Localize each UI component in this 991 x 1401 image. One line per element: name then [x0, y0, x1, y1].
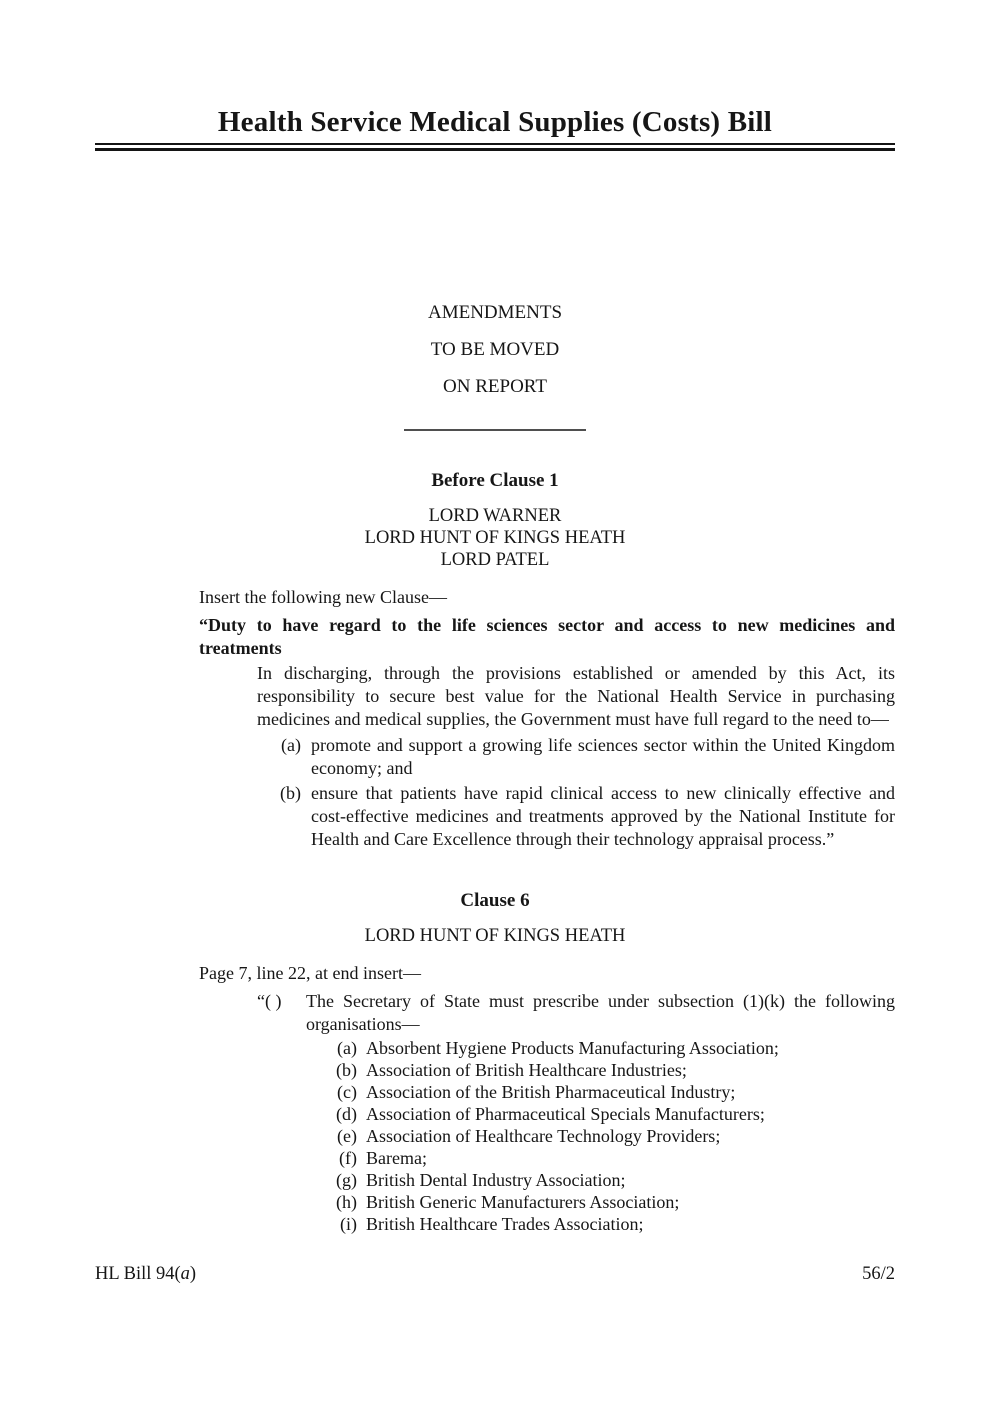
prelim-line-amendments: AMENDMENTS [427, 302, 563, 323]
prelim-line-on-report: ON REPORT [443, 376, 547, 397]
amendment-1 [95, 469, 895, 851]
clause-ref-heading: Clause 6 [460, 890, 530, 911]
item-text: promote and support a growing life sciences sector within the United Kingdom economy; and [311, 735, 895, 778]
sponsor-list [95, 505, 895, 571]
item-label: (f) [339, 1148, 357, 1168]
bill-reference-italic: a [180, 1264, 190, 1284]
item-text: Association of Healthcare Technology Providers; [366, 1126, 721, 1146]
bill-reference [95, 1263, 196, 1286]
amendment-instruction: Insert the following new Clause— [199, 587, 447, 607]
item-text: Barema; [366, 1148, 427, 1168]
prelim-line-to-be-moved: TO BE MOVED [430, 339, 560, 360]
amendment-item [257, 782, 895, 851]
item-label: (a) [281, 735, 301, 755]
amendment-item-list [257, 734, 895, 851]
sponsor-name: LORD PATEL [440, 550, 550, 570]
organisation-item [306, 1037, 895, 1059]
sponsor-name: LORD HUNT OF KINGS HEATH [364, 926, 626, 946]
clause-ref-heading: Before Clause 1 [431, 470, 559, 491]
item-label: (g) [336, 1170, 357, 1190]
page-footer [95, 1263, 895, 1286]
item-label: (b) [336, 1060, 357, 1080]
subsection-text: The Secretary of State must prescribe under subsection (1)(k) the following organisations— [306, 991, 895, 1034]
item-label: (d) [336, 1104, 357, 1124]
item-text: British Dental Industry Association; [366, 1170, 626, 1190]
title-double-rule [95, 143, 895, 151]
sponsor-list [95, 925, 895, 947]
bill-reference-suffix: ) [189, 1264, 197, 1284]
organisation-list [306, 1037, 895, 1235]
organisation-item [306, 1103, 895, 1125]
organisation-item [306, 1081, 895, 1103]
item-text: Association of the British Pharmaceutical Industry; [366, 1082, 736, 1102]
page-title: Health Service Medical Supplies (Costs) Bill [217, 106, 773, 138]
item-text: British Generic Manufacturers Association; [366, 1192, 680, 1212]
subsection-body [306, 990, 895, 1235]
section-divider-rule [404, 429, 586, 431]
organisation-item [306, 1169, 895, 1191]
item-text: Association of Pharmaceutical Specials Manufacturers; [366, 1104, 765, 1124]
organisation-item [306, 1213, 895, 1235]
prelim-block [95, 301, 895, 398]
item-label: (h) [336, 1192, 357, 1212]
amendment-instruction: Page 7, line 22, at end insert— [199, 963, 421, 983]
amendment-body-paragraph: In discharging, through the provisions established or amended by this Act, its responsibility to secure best value for the National Health Service in purchasing medicines and medical supplies, the Government must have full regard to the need to— [257, 663, 895, 729]
new-clause-heading: “Duty to have regard to the life sciences sector and access to new medicines and treatments [199, 615, 895, 658]
sponsor-name: LORD HUNT OF KINGS HEATH [364, 528, 626, 548]
item-text: Association of British Healthcare Industries; [366, 1060, 687, 1080]
item-text: ensure that patients have rapid clinical access to new clinically effective and cost-effective medicines and treatments approved by the National Institute for Health and Care Excellence through their technology appraisal process.” [311, 783, 895, 849]
organisation-item [306, 1191, 895, 1213]
item-label: (a) [337, 1038, 357, 1058]
organisation-item [306, 1147, 895, 1169]
page-reference: 56/2 [862, 1264, 895, 1284]
organisation-item [306, 1125, 895, 1147]
sponsor-name: LORD WARNER [428, 506, 562, 526]
item-text: Absorbent Hygiene Products Manufacturing Association; [366, 1038, 779, 1058]
amendment-2 [95, 889, 895, 1235]
item-label: (b) [280, 783, 301, 803]
item-label: (i) [340, 1214, 357, 1234]
item-label: (e) [337, 1126, 357, 1146]
subsection [257, 990, 895, 1235]
amendment-item [257, 734, 895, 780]
bill-reference-prefix: HL Bill 94( [95, 1264, 181, 1284]
organisation-item [306, 1059, 895, 1081]
subsection-label: “( ) [257, 991, 282, 1011]
item-text: British Healthcare Trades Association; [366, 1214, 644, 1234]
item-label: (c) [337, 1082, 357, 1102]
